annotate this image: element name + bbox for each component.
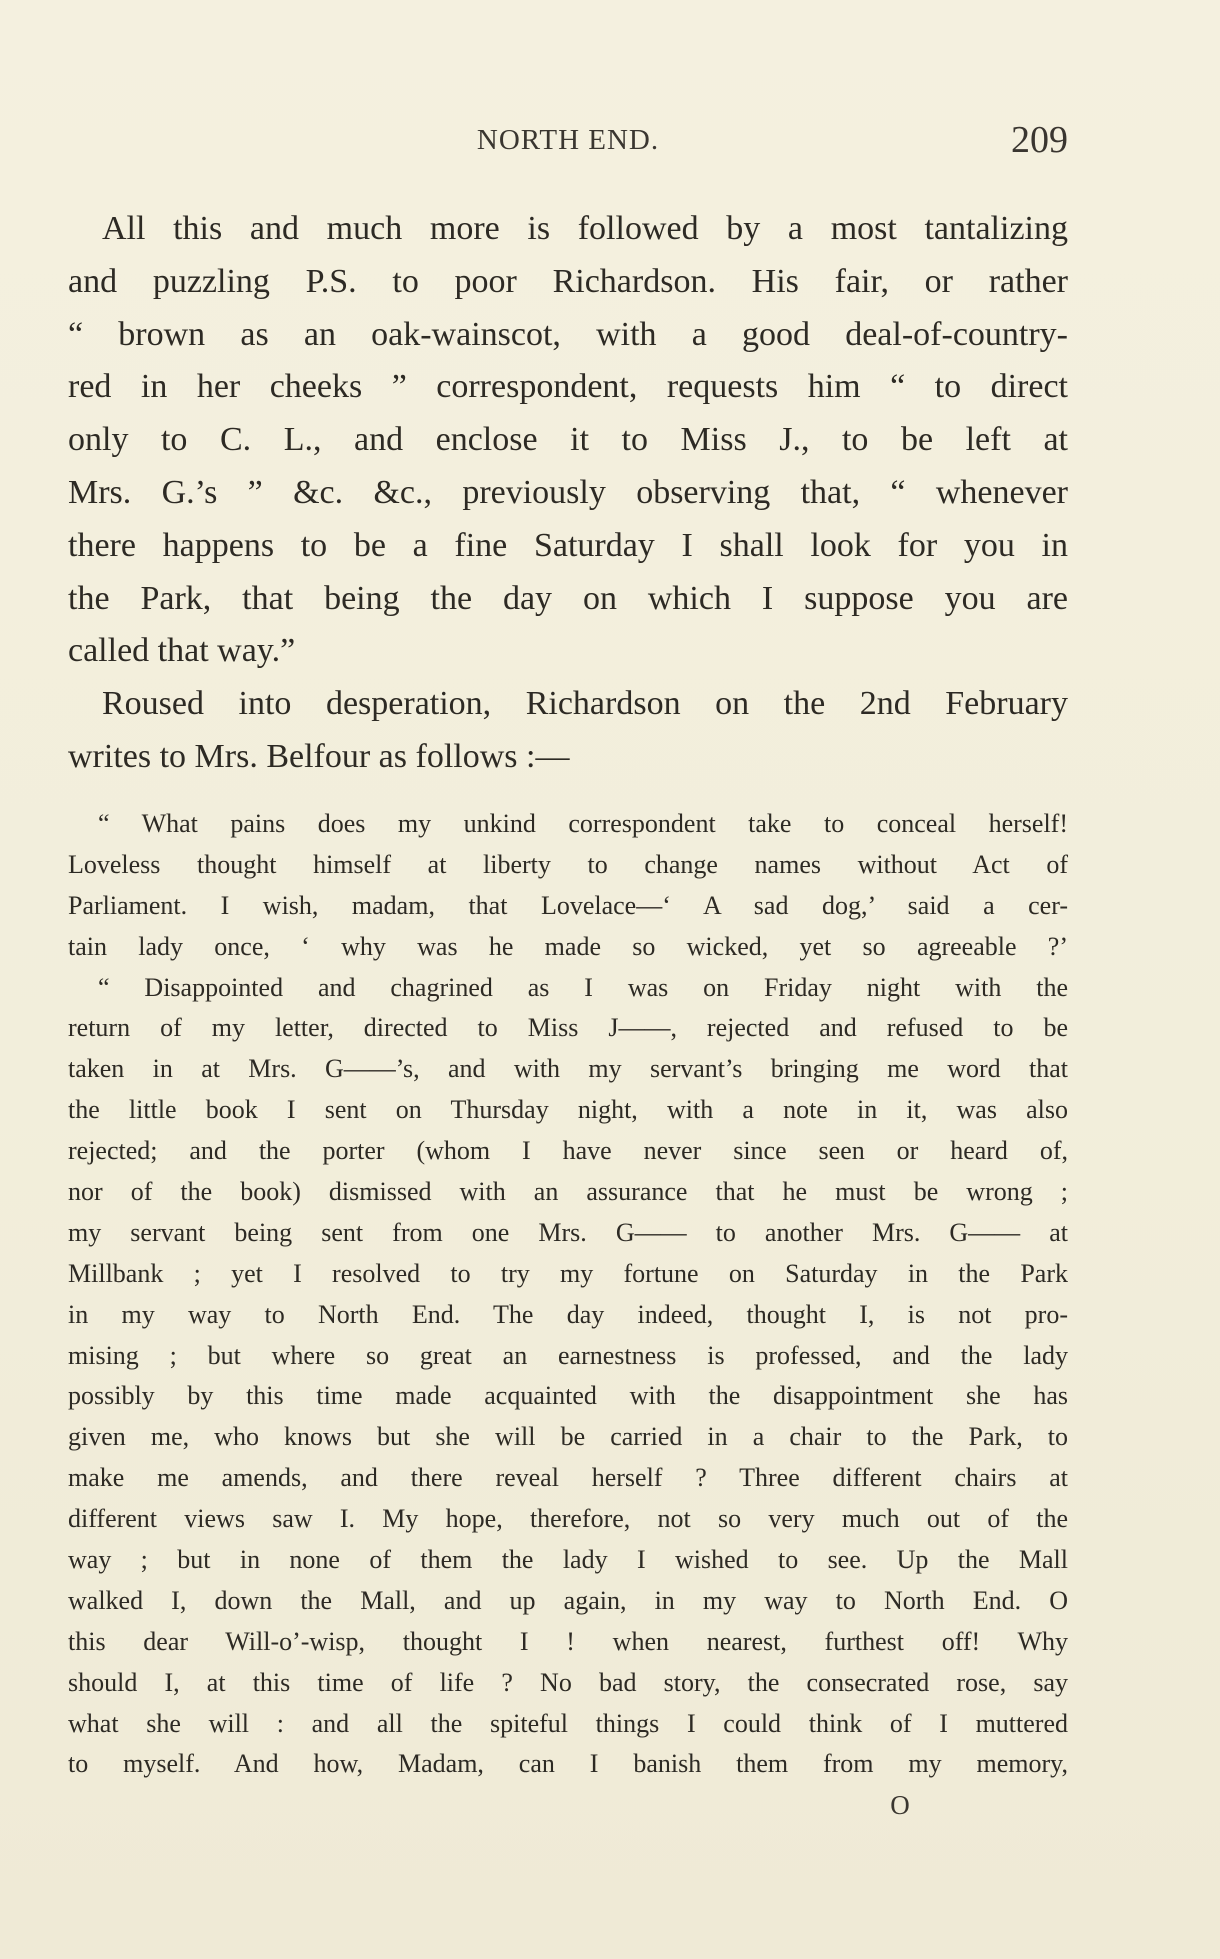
quote-line: “ Disappointed and chagrined as I was on Friday night with the bbox=[98, 972, 1068, 1002]
quote-line: possibly by this time made acquainted with the disappointment she has bbox=[68, 1381, 1068, 1411]
quote-line: walked I, down the Mall, and up again, in my way to North End. O bbox=[68, 1585, 1068, 1615]
quote-line: given me, who knows but she will be carried in a chair to the Park, to bbox=[68, 1422, 1068, 1452]
quote-line: different views saw I. My hope, therefore, not so very much out of the bbox=[68, 1504, 1068, 1534]
quote-line: my servant being sent from one Mrs. G—— to another Mrs. G—— at bbox=[68, 1217, 1068, 1247]
body-line: Mrs. G.’s ” &c. &c., previously observing that, “ whenever bbox=[68, 473, 1068, 511]
body-line: and puzzling P.S. to poor Richardson. His fair, or rather bbox=[68, 262, 1068, 300]
body-line: “ brown as an oak-wainscot, with a good deal-of-country- bbox=[68, 315, 1068, 353]
running-head bbox=[68, 118, 1068, 161]
quote-line: in my way to North End. The day indeed, thought I, is not pro- bbox=[68, 1299, 1068, 1329]
quote-line: mising ; but where so great an earnestness is professed, and the lady bbox=[68, 1340, 1068, 1370]
quote-line: Loveless thought himself at liberty to change names without Act of bbox=[68, 849, 1068, 879]
quote-line: rejected; and the porter (whom I have never since seen or heard of, bbox=[68, 1136, 1068, 1166]
quote-line: what she will : and all the spiteful things I could think of I muttered bbox=[68, 1708, 1068, 1738]
page-number: 209 bbox=[1011, 119, 1068, 161]
quote-line: tain lady once, ‘ why was he made so wicked, yet so agreeable ?’ bbox=[68, 931, 1068, 961]
body-line: writes to Mrs. Belfour as follows :— bbox=[68, 737, 570, 775]
running-title: NORTH END. bbox=[476, 124, 660, 156]
quote-line: make me amends, and there reveal herself ? Three different chairs at bbox=[68, 1463, 1068, 1493]
quote-line: nor of the book) dismissed with an assurance that he must be wrong ; bbox=[68, 1177, 1068, 1207]
quote-line: this dear Will-o’-wisp, thought I ! when nearest, furthest off! Why bbox=[68, 1626, 1068, 1656]
body-line: All this and much more is followed by a most tantalizing bbox=[102, 210, 1068, 247]
quote-line: the little book I sent on Thursday night, with a note in it, was also bbox=[68, 1095, 1068, 1125]
quote-line: Millbank ; yet I resolved to try my fortune on Saturday in the Park bbox=[68, 1258, 1068, 1288]
signature-mark: O bbox=[890, 1790, 910, 1820]
body-line: called that way.” bbox=[68, 632, 296, 670]
body-line: red in her cheeks ” correspondent, requests him “ to direct bbox=[68, 368, 1068, 406]
quote-line: “ What pains does my unkind correspondent take to conceal herself! bbox=[98, 809, 1068, 838]
quote-line: taken in at Mrs. G——’s, and with my servant’s bringing me word that bbox=[68, 1054, 1068, 1084]
quote-line: return of my letter, directed to Miss J——, rejected and refused to be bbox=[68, 1013, 1068, 1043]
quote-line: to myself. And how, Madam, can I banish them from my memory, bbox=[68, 1749, 1068, 1779]
body-line: Roused into desperation, Richardson on the 2nd February bbox=[102, 685, 1068, 723]
quoted-letter bbox=[68, 804, 1068, 1785]
body-text bbox=[68, 203, 1068, 784]
quote-line: Parliament. I wish, madam, that Lovelace—‘ A sad dog,’ said a cer- bbox=[68, 890, 1068, 920]
body-line: only to C. L., and enclose it to Miss J., to be left at bbox=[68, 421, 1068, 459]
quote-line: way ; but in none of them the lady I wished to see. Up the Mall bbox=[68, 1545, 1068, 1575]
body-line: the Park, that being the day on which I suppose you are bbox=[68, 579, 1068, 617]
body-line: there happens to be a fine Saturday I shall look for you in bbox=[68, 526, 1068, 564]
quote-line: should I, at this time of life ? No bad story, the consecrated rose, say bbox=[68, 1667, 1068, 1697]
